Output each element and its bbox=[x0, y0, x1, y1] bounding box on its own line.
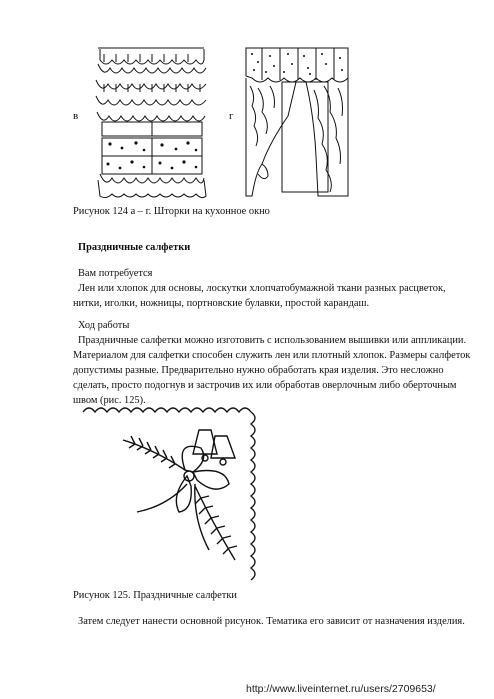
napkin-corner-illustration bbox=[75, 400, 265, 584]
steps-line-2: Материалом для салфетки способен служить лен или плотный хлопок. Размеры салфеток bbox=[73, 350, 471, 361]
steps-line-5: швом (рис. 125). bbox=[73, 395, 146, 406]
steps-line-4: сделать, просто подогнув и застрочив их или обработав оверлочным либо оберточным bbox=[73, 380, 457, 391]
section-title: Праздничные салфетки bbox=[78, 242, 191, 253]
figure-label-v: в bbox=[73, 110, 79, 122]
steps-heading: Ход работы bbox=[78, 320, 130, 331]
figure-label-g: г bbox=[229, 110, 234, 122]
draped-curtain-illustration bbox=[244, 46, 350, 198]
materials-heading: Вам потребуется bbox=[78, 268, 153, 279]
figure-124-caption: Рисунок 124 а – г. Шторки на кухонное окно bbox=[73, 206, 270, 217]
closing-line: Затем следует нанести основной рисунок. Тематика его зависит от назначения изделия. bbox=[78, 616, 465, 627]
watermark-url: http://www.liveinternet.ru/users/2709653/ bbox=[246, 683, 436, 695]
ruffled-curtain-illustration bbox=[92, 46, 210, 200]
materials-line-1: Лен или хлопок для основы, лоскутки хлопчатобумажной ткани разных расцветок, bbox=[78, 283, 446, 294]
steps-line-1: Праздничные салфетки можно изготовить с использованием вышивки или аппликации. bbox=[78, 335, 467, 346]
figure-125-caption: Рисунок 125. Праздничные салфетки bbox=[73, 590, 237, 601]
materials-line-2: нитки, иголки, ножницы, портновские булавки, простой карандаш. bbox=[73, 298, 370, 309]
steps-line-3: допустимы разные. Предварительно нужно обработать края изделия. Это несложно bbox=[73, 365, 444, 376]
